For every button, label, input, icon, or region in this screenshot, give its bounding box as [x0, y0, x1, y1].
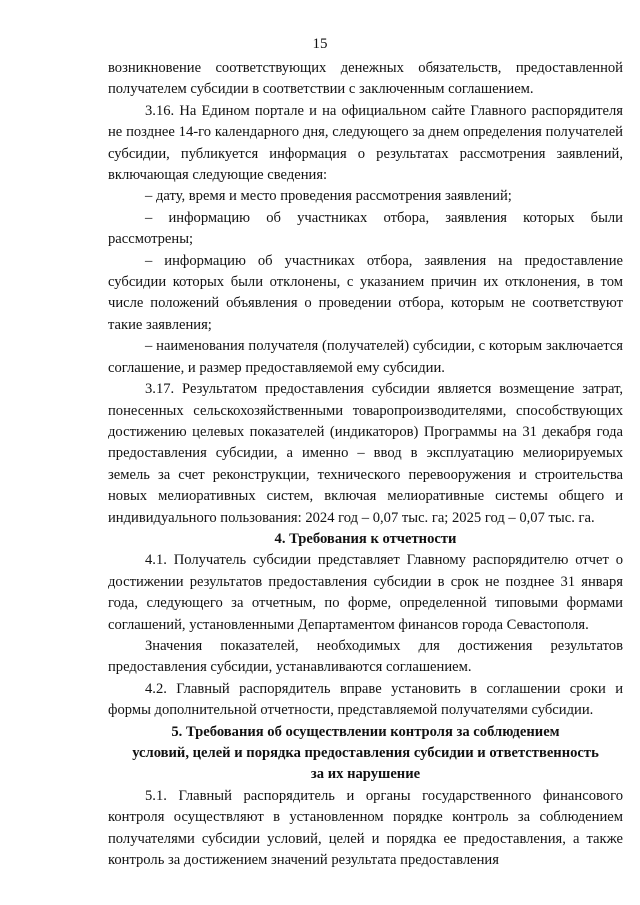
paragraph-indicator-values: Значения показателей, необходимых для достижения результатов предоставления субсидии, устанавливаются соглашением.: [108, 637, 623, 676]
list-item-recipients: – наименования получателя (получателей) субсидии, с которым заключается соглашение, и размер предоставляемой ему субсидии.: [108, 338, 623, 376]
list-item-participants-reviewed: – информацию об участниках отбора, заявления которых были рассмотрены;: [108, 209, 623, 248]
list-item-participants-rejected: – информацию об участниках отбора, заявления на предоставление субсидии которых были отклонены, с указанием причин их отклонения, в том числе положений объявления о проведении отбора, которым не соответствуют такие заявления;: [108, 252, 623, 333]
page-number: 15: [312, 36, 328, 52]
list-item-date: – дату, время и место проведения рассмотрения заявлений;: [145, 188, 512, 205]
section-5-heading-line: условий, целей и порядка предоставления субсидии и ответственность: [132, 745, 599, 761]
paragraph-3-16: 3.16. На Едином портале и на официальном сайте Главного распорядителя не позднее 14-го календарного дня, следующего за днем определения получателей субсидии, публикуется информация о результатах рассмотрения заявлений, включающая следующие сведения:: [108, 102, 623, 184]
section-5-heading: [108, 722, 623, 786]
section-4-heading: 4. Требования к отчетности: [274, 530, 457, 547]
document-body: [108, 58, 623, 871]
section-5-heading-line: 5. Требования об осуществлении контроля за соблюдением: [171, 723, 560, 740]
section-5-heading-line: за их нарушение: [310, 766, 421, 783]
paragraph-5-1: 5.1. Главный распорядитель и органы государственного финансового контроля осуществляют в установленном порядке контроль за соблюдением получателями субсидии условий, целей и порядка ее предоставления, а также контроль за достижением значений результата предоставления: [108, 787, 623, 869]
paragraph-continuation: возникновение соответствующих денежных обязательств, предоставленной получателем субсидии в соответствии с заключенным соглашением.: [108, 60, 623, 98]
paragraph-4-2: 4.2. Главный распорядитель вправе установить в соглашении сроки и формы дополнительной отчетности, представляемой получателями субсидии.: [108, 680, 623, 719]
paragraph-3-17: 3.17. Результатом предоставления субсидии является возмещение затрат, понесенных сельскохозяйственными товаропроизводителями, способствующих достижению целевых показателей (индикаторов) Программы на 31 декабря года предоставления субсидии, а именно – ввод в эксплуатацию мелиорируемых земель за счет реконструкции, технического перевооружения и строительства новых мелиоративных систем, включая мелиоративные системы общего и индивидуального пользования: 2024 год – 0,07 тыс. га; 2025 год – 0,07 тыс. га.: [108, 381, 623, 526]
paragraph-4-1: 4.1. Получатель субсидии представляет Главному распорядителю отчет о достижении результатов предоставления субсидии в срок не позднее 31 января года, следующего за отчетным, по форме, определенной типовыми формами соглашений, установленными Департаментом финансов города Севастополя.: [108, 552, 623, 633]
